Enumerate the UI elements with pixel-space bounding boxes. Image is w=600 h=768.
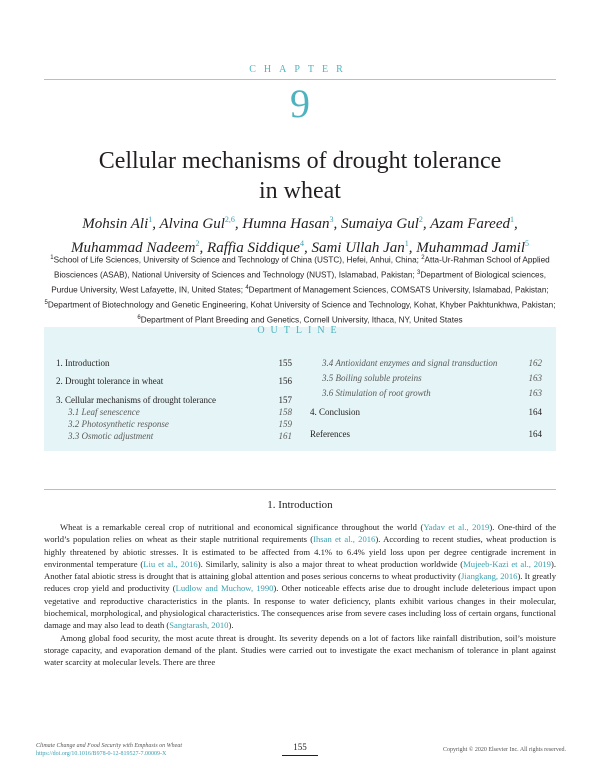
- author-affiliation-mark: 1: [404, 239, 409, 248]
- toc-entry-label: 3. Cellular mechanisms of drought tolerance: [56, 395, 216, 405]
- body-text-run: ). Similarly, salinity is also a major threat to wheat production worldwide (: [197, 558, 464, 569]
- body-text-run: ). Another fatal abiotic stress is drought that is attaining global attention and poses serious concerns to wheat productivity (: [44, 558, 556, 582]
- section-heading: 1. Introduction: [267, 499, 333, 511]
- author-name: Muhammad Jamil: [416, 240, 526, 256]
- author-name: Azam Fareed: [430, 216, 510, 232]
- outline-label: OUTLINE: [257, 325, 343, 336]
- author-name: Sumaiya Gul: [340, 216, 419, 232]
- citation-link[interactable]: Yadav et al., 2019: [423, 522, 490, 532]
- affiliation-mark: 1: [50, 255, 54, 261]
- toc-entry[interactable]: [68, 431, 292, 442]
- body-text-run: Wheat is a remarkable cereal crop of nutritional and economical significance throughout the world (: [60, 522, 424, 532]
- affiliation-text: School of Life Sciences, University of Science and Technology of China (USTC), Hefei, Anhui, China;: [53, 255, 422, 265]
- toc-entry-page: 164: [528, 407, 542, 417]
- toc-entry[interactable]: [68, 419, 292, 430]
- footer-page-rule: [282, 755, 318, 756]
- citation-link[interactable]: Jiangkang, 2016: [461, 571, 518, 582]
- footer-copyright: Copyright © 2020 Elsevier Inc. All rights reserved.: [442, 747, 566, 753]
- author-name: Raffia Siddique: [207, 240, 300, 256]
- toc-entry-page: 157: [278, 395, 292, 405]
- toc-entry-page: 159: [278, 419, 292, 429]
- citation-link[interactable]: Liu et al., 2016: [143, 558, 198, 569]
- toc-entry-label: 3.5 Boiling soluble proteins: [322, 373, 422, 383]
- toc-entry-label: 3.1 Leaf senescence: [68, 407, 140, 417]
- author-affiliation-mark: 1: [148, 215, 153, 224]
- affiliation-text: Department of Biological sciences, Purdue University, West Lafayette, IN, United States;: [51, 270, 546, 295]
- author-affiliation-mark: 1: [509, 215, 514, 224]
- affiliation-text: Atta-Ur-Rahman School of Applied Biosciences (ASAB), National University of Sciences and Technology (NUST), Islamabad, Pakistan;: [54, 255, 550, 280]
- toc-entry-label: 3.2 Photosynthetic response: [68, 419, 169, 429]
- chapter-label: CHAPTER: [249, 64, 351, 75]
- body-text-run: ).: [228, 620, 234, 631]
- toc-entry-label: References: [310, 429, 350, 439]
- author-affiliation-mark: 4: [299, 239, 304, 248]
- body-paragraph: [44, 632, 556, 669]
- author-name: Sami Ullah Jan: [311, 240, 405, 256]
- citation-link[interactable]: Sangtarash, 2010: [169, 620, 229, 631]
- toc-entry-label: 1. Introduction: [56, 358, 110, 368]
- toc-entry-label: 4. Conclusion: [310, 407, 361, 417]
- body-paragraph: [44, 521, 556, 632]
- affiliation-text: Department of Management Sciences, COMSATS University, Islamabad, Pakistan;: [248, 285, 549, 295]
- toc-entry[interactable]: [310, 429, 542, 440]
- toc-entry-label: 3.4 Antioxidant enzymes and signal transduction: [322, 358, 498, 368]
- affiliation-text: Department of Plant Breeding and Genetics, Cornell University, Ithaca, NY, United States: [140, 315, 463, 325]
- affiliation-mark: 2: [421, 255, 425, 261]
- toc-entry-label: 2. Drought tolerance in wheat: [56, 376, 164, 386]
- chapter-title-line-1: Cellular mechanisms of drought tolerance: [98, 148, 502, 174]
- toc-entry-label: 3.3 Osmotic adjustment: [68, 431, 154, 441]
- toc-entry-page: 162: [528, 358, 542, 368]
- toc-entry-page: 164: [528, 429, 542, 439]
- toc-entry-page: 163: [528, 373, 542, 383]
- toc-entry-page: 158: [278, 407, 292, 417]
- toc-entry[interactable]: [56, 376, 292, 387]
- page-number: 155: [293, 742, 307, 752]
- author-affiliation-mark: 2: [418, 215, 423, 224]
- affiliation-mark: 5: [44, 299, 48, 306]
- toc-entry[interactable]: [322, 388, 542, 399]
- body-text-run: ). According to recent studies, wheat production is highly threatened by abiotic stresses. It is estimated to be affected from 4.1% to 6.4% yield loss upon per degree centigrade increment in environmental temperature (: [44, 534, 556, 569]
- toc-entry[interactable]: [322, 358, 542, 369]
- toc-entry-label: 3.6 Stimulation of root growth: [322, 388, 431, 398]
- body-text: [44, 521, 556, 669]
- body-text-run: ). It greatly reduces crop yield and productivity (: [44, 571, 556, 594]
- affiliation-mark: 6: [137, 314, 141, 321]
- author-name: Mohsin Ali: [82, 216, 149, 232]
- author-affiliation-mark: 5: [525, 239, 530, 248]
- body-text-run: ). Other noticeable effects arise due to drought include deleterious impact upon vegetative and reproductive characteristics in the plants. In response to water deficiency, plants exhibit various changes in their molecular, biochemical, morphological, and physiological characteristics. The consequences arise from severe cases including loss of certain organs, functional damage and may also lead to death (: [44, 583, 556, 631]
- author-name: Muhammad Nadeem: [70, 240, 196, 256]
- affiliation-text: Department of Biotechnology and Genetic Engineering, Kohat University of Science and Technology, Kohat, Khyber Pakhtunkhwa, Pakistan;: [47, 300, 556, 310]
- toc-entry[interactable]: [310, 407, 542, 418]
- chapter-number: 9: [290, 81, 310, 126]
- body-text-run: Among global food security, the most acute threat is drought. Its severity depends on a lot of factors like rainfall distribution, soil’s moisture storage capacity, and evaporation demand of the plant. Studies were carried out to investigate the exact mechanism of tolerance in plant against water scarcity at molecular levels. There are three: [44, 632, 556, 668]
- affiliation-mark: 4: [245, 284, 249, 291]
- body-text-run: ). One-third of the world’s population relies on wheat as their staple nutritional requirements (: [44, 522, 557, 545]
- author-name: Humna Hasan: [242, 216, 330, 232]
- citation-link[interactable]: Mujeeb-Kazi et al., 2019: [463, 558, 551, 569]
- affiliation-mark: 3: [417, 269, 421, 276]
- section-rule: [44, 489, 556, 490]
- citation-link[interactable]: Ihsan et al., 2016: [313, 534, 376, 545]
- toc-entry[interactable]: [56, 395, 292, 406]
- author-affiliation-mark: 3: [329, 215, 334, 224]
- author-affiliation-mark: 2,6: [224, 215, 235, 224]
- author-affiliation-mark: 2: [195, 239, 200, 248]
- toc-entry[interactable]: [322, 373, 542, 384]
- toc-entry[interactable]: [68, 407, 292, 418]
- footer-book-title: Climate Change and Food Security with Emphasis on Wheat: [36, 743, 182, 749]
- citation-link[interactable]: Ludlow and Muchow, 1990: [175, 583, 274, 594]
- footer-doi-link[interactable]: https://doi.org/10.1016/B978-0-12-819527-7.00009-X: [36, 751, 167, 757]
- toc-entry-page: 155: [278, 358, 292, 368]
- toc-entry-page: 161: [278, 431, 292, 441]
- author-list: Mohsin Ali$^1$, Alvina Gul$^{2,6}$, Humna Hasan$^3$, Sumaiya Gul$^2$, Azam Fareed$^1$, Muhammad Nadeem$^2$, Raffia Siddique$^4$, Sami Ullah Jan$^1$, Muhammad Jamil$^5$: [70, 215, 530, 256]
- chapter-title-line-2: in wheat: [259, 178, 341, 204]
- toc-entry[interactable]: [56, 358, 292, 369]
- toc-entry-page: 156: [278, 376, 292, 386]
- author-name: Alvina Gul: [159, 216, 225, 232]
- toc-entry-page: 163: [528, 388, 542, 398]
